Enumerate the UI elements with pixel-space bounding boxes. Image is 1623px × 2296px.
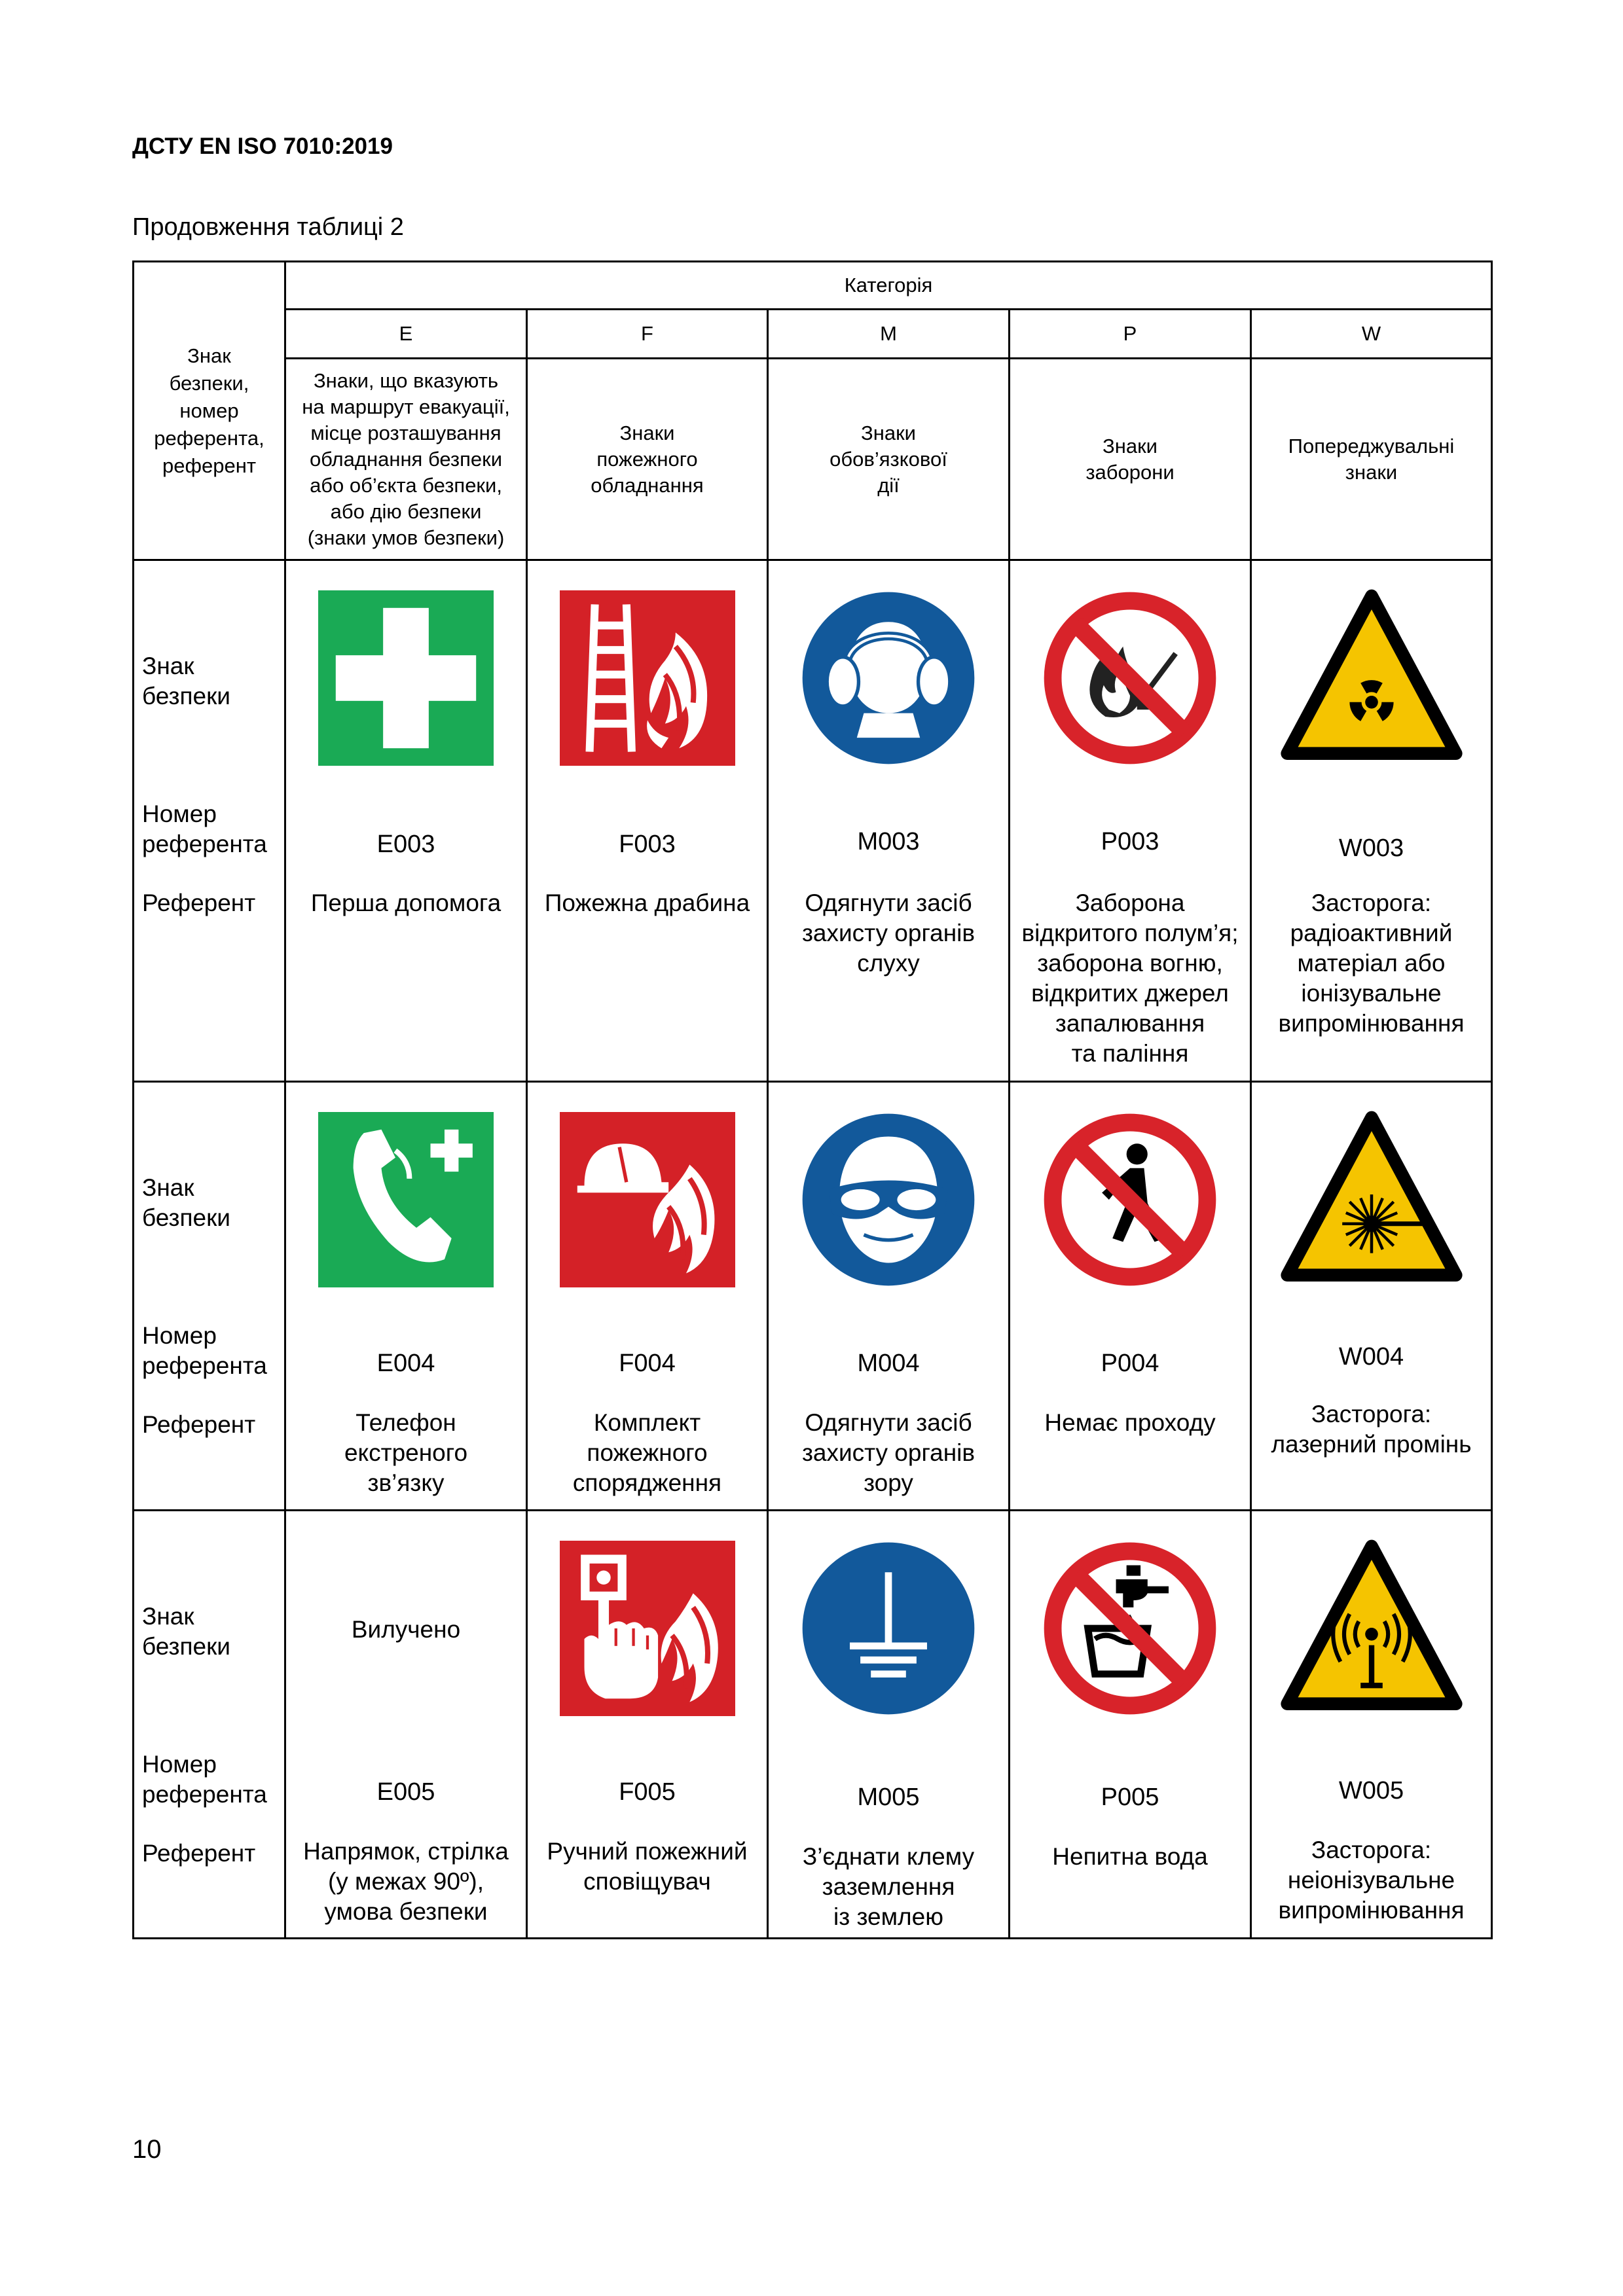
ref-number: P003 <box>1101 828 1159 855</box>
sign-cell-p004 <box>1010 1082 1251 1511</box>
row-label-referent: Референт <box>142 889 256 916</box>
table-row <box>134 1082 1492 1511</box>
non-ionizing-warning-icon <box>1280 1539 1463 1717</box>
category-desc-e: Знаки, що вказують на маршрут евакуації, місце розташування обладнання безпеки або об’єкта безпеки, або дію безпеки (знаки умов безпеки) <box>285 359 527 560</box>
radioactive-warning-icon <box>1280 588 1463 766</box>
referent-text: Комплект пожежного спорядження <box>572 1409 722 1496</box>
referent-text: Одягнути засіб захисту органів слуху <box>801 889 976 977</box>
row-label-sign: Знак безпеки <box>142 653 230 709</box>
referent-text: Напрямок, стрілка (у межах 90º), умова безпеки <box>303 1838 509 1925</box>
category-desc-p: Знаки заборони <box>1010 359 1251 560</box>
sign-cell-w003 <box>1251 560 1492 1082</box>
ref-number: F004 <box>619 1350 676 1377</box>
row-label-cell <box>134 1511 285 1939</box>
sign-cell-m005 <box>768 1511 1010 1939</box>
row-label-ref-number: Номер референта <box>142 1322 267 1379</box>
category-header: Категорія <box>285 262 1492 310</box>
referent-text: Непитна вода <box>1052 1843 1208 1870</box>
row-label-cell <box>134 560 285 1082</box>
sign-cell-e005 <box>285 1511 527 1939</box>
category-desc-m: Знаки обов’язкової дії <box>768 359 1010 560</box>
category-desc-w: Попереджувальні знаки <box>1251 359 1492 560</box>
sign-cell-f005 <box>527 1511 768 1939</box>
referent-text: Перша допомога <box>310 889 501 916</box>
page-number: 10 <box>132 2135 162 2164</box>
referent-text: Засторога: радіоактивний матеріал або іонізувальне випромінювання <box>1278 889 1465 1037</box>
no-open-flame-icon <box>1042 590 1218 766</box>
emergency-telephone-icon <box>318 1112 494 1287</box>
ref-number: P004 <box>1101 1350 1159 1377</box>
row-label-referent: Референт <box>142 1411 256 1438</box>
ref-number: F005 <box>619 1778 676 1806</box>
ref-number: M004 <box>857 1350 920 1377</box>
stub-header-cell: Знак безпеки, номер референта, референт <box>134 262 285 560</box>
table-row <box>134 560 1492 1082</box>
ref-number: E004 <box>376 1350 435 1377</box>
eye-protection-icon <box>801 1112 976 1287</box>
sign-cell-f003 <box>527 560 768 1082</box>
ref-number: M005 <box>857 1784 920 1811</box>
category-code-e: E <box>285 310 527 359</box>
fire-alarm-call-point-icon <box>560 1541 735 1716</box>
ref-number: W003 <box>1338 834 1404 862</box>
referent-text: Одягнути засіб захисту органів зору <box>801 1409 976 1496</box>
sign-cell-e003 <box>285 560 527 1082</box>
ref-number: E003 <box>376 831 435 858</box>
sign-cell-m003 <box>768 560 1010 1082</box>
table-row <box>134 1511 1492 1939</box>
category-code-m: M <box>768 310 1010 359</box>
sign-cell-w004 <box>1251 1082 1492 1511</box>
referent-text: Заборона відкритого полум’я; заборона вогню, відкритих джерел запалювання та паління <box>1021 889 1239 1067</box>
ref-number: F003 <box>619 831 676 858</box>
referent-text: З’єднати клему заземлення із землею <box>802 1843 975 1930</box>
referent-text: Засторога: лазерний промінь <box>1271 1401 1472 1458</box>
row-label-referent: Референт <box>142 1840 256 1867</box>
ear-protection-icon <box>801 590 976 766</box>
ref-number: W005 <box>1338 1777 1404 1804</box>
sign-cell-m004 <box>768 1082 1010 1511</box>
sign-cell-e004 <box>285 1082 527 1511</box>
row-label-ref-number: Номер референта <box>142 1751 267 1808</box>
ref-number: P005 <box>1101 1784 1159 1811</box>
ref-number: W004 <box>1338 1343 1404 1371</box>
laser-warning-icon <box>1280 1110 1463 1288</box>
sign-cell-p003 <box>1010 560 1251 1082</box>
firefighting-equipment-icon <box>560 1112 735 1287</box>
category-code-w: W <box>1251 310 1492 359</box>
referent-text: Пожежна драбина <box>544 889 750 916</box>
table-continuation-caption: Продовження таблиці 2 <box>132 213 404 241</box>
no-thoroughfare-icon <box>1042 1112 1218 1287</box>
safety-signs-table <box>132 260 1493 1939</box>
ref-number: E005 <box>376 1778 435 1806</box>
first-aid-icon <box>318 590 494 766</box>
row-label-sign: Знак безпеки <box>142 1174 230 1231</box>
category-code-f: F <box>527 310 768 359</box>
sign-cell-f004 <box>527 1082 768 1511</box>
fire-ladder-icon <box>560 590 735 766</box>
sign-cell-p005 <box>1010 1511 1251 1939</box>
referent-text: Ручний пожежний сповіщувач <box>547 1838 748 1895</box>
withdrawn-label: Вилучено <box>351 1616 461 1643</box>
referent-text: Телефон екстреного зв’язку <box>344 1409 468 1496</box>
sign-cell-w005 <box>1251 1511 1492 1939</box>
category-code-p: P <box>1010 310 1251 359</box>
row-label-sign: Знак безпеки <box>142 1603 230 1660</box>
not-drinking-water-icon <box>1042 1541 1218 1716</box>
ground-earth-icon <box>801 1541 976 1716</box>
row-label-cell <box>134 1082 285 1511</box>
referent-text: Засторога: неіонізувальне випромінювання <box>1278 1837 1465 1924</box>
category-desc-f: Знаки пожежного обладнання <box>527 359 768 560</box>
row-label-ref-number: Номер референта <box>142 800 267 857</box>
ref-number: M003 <box>857 828 920 855</box>
referent-text: Немає проходу <box>1044 1409 1216 1436</box>
standard-code: ДСТУ EN ISO 7010:2019 <box>132 134 393 159</box>
